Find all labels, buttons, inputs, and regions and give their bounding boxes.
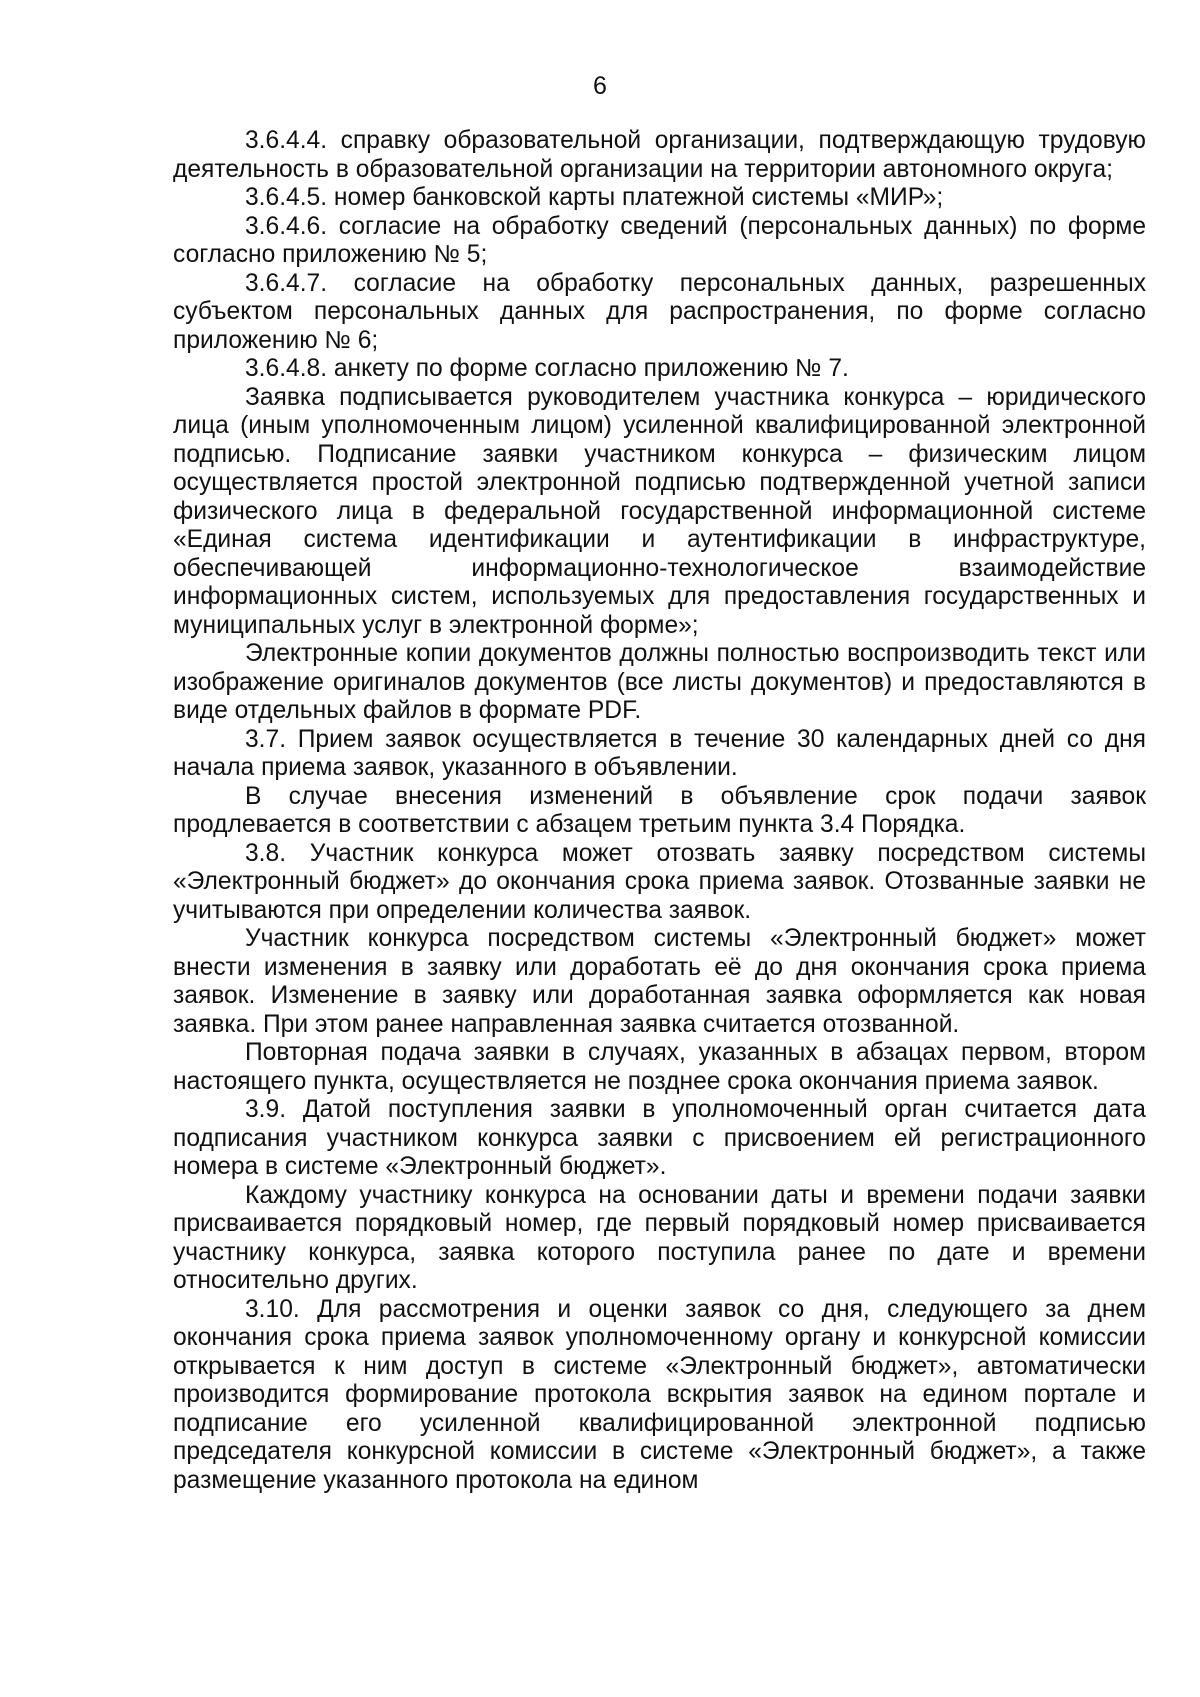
paragraph-3-9: 3.9. Датой поступления заявки в уполномоченный орган считается дата подписания участником конкурса заявки с присвоением ей регистрационного номера в системе «Электронный бюджет».: [173, 1096, 1146, 1180]
paragraph-3-8-amendments: Участник конкурса посредством системы «Электронный бюджет» может внести изменения в заявку или доработать её до дня окончания срока приема заявок. Изменение в заявку или доработанная заявка оформляется как новая заявка. При этом ранее направленная заявка считается отозванной.: [173, 925, 1146, 1038]
paragraph-electronic-copies: Электронные копии документов должны полностью воспроизводить текст или изображение оригиналов документов (все листы документов) и предоставляются в виде отдельных файлов в формате PDF.: [173, 640, 1146, 724]
paragraph-signing: Заявка подписывается руководителем участника конкурса – юридического лица (иным уполномоченным лицом) усиленной квалифицированной электронной подписью. Подписание заявки участником конкурса – физическим лицом осуществляется простой электронной подписью подтвержденной учетной записи физического лица в федеральной государственной информационной системе «Единая система идентификации и аутентификации в инфраструктуре, обеспечивающей информационно-технологическое взаимодействие информационных систем, используемых для предоставления государственных и муниципальных услуг в электронной форме»;: [173, 383, 1146, 639]
paragraph-3-6-4-4: 3.6.4.4. справку образовательной организации, подтверждающую трудовую деятельность в образовательной организации на территории автономного округа;: [173, 127, 1146, 183]
paragraph-3-7: 3.7. Прием заявок осуществляется в течение 30 календарных дней со дня начала приема заявок, указанного в объявлении.: [173, 725, 1146, 781]
paragraph-3-8: 3.8. Участник конкурса может отозвать заявку посредством системы «Электронный бюджет» до окончания срока приема заявок. Отозванные заявки не учитываются при определении количества заявок.: [173, 839, 1146, 924]
paragraph-3-6-4-7: 3.6.4.7. согласие на обработку персональных данных, разрешенных субъектом персональных данных для распространения, по форме согласно приложению № 6;: [173, 269, 1146, 354]
paragraph-3-8-resubmission: Повторная подача заявки в случаях, указанных в абзацах первом, втором настоящего пункта, осуществляется не позднее срока окончания приема заявок.: [173, 1039, 1146, 1095]
page-number: 6: [593, 72, 607, 100]
paragraph-3-7-changes: В случае внесения изменений в объявление срок подачи заявок продлевается в соответствии с абзацем третьим пункта 3.4 Порядка.: [173, 782, 1146, 838]
paragraph-3-6-4-6: 3.6.4.6. согласие на обработку сведений (персональных данных) по форме согласно приложению № 5;: [173, 212, 1146, 268]
paragraph-3-10: 3.10. Для рассмотрения и оценки заявок со дня, следующего за днем окончания срока приема заявок уполномоченному органу и конкурсной комиссии открывается к ним доступ в системе «Электронный бюджет», автоматически производится формирование протокола вскрытия заявок на едином портале и подписание его усиленной квалифицированной электронной подписью председателя конкурсной комиссии в системе «Электронный бюджет», а также размещение указанного протокола на едином: [173, 1295, 1146, 1494]
paragraph-3-6-4-5: 3.6.4.5. номер банковской карты платежной системы «МИР»;: [245, 184, 944, 211]
paragraph-3-9-ordering: Каждому участнику конкурса на основании даты и времени подачи заявки присваивается порядковый номер, где первый порядковый номер присваивается участнику конкурса, заявка которого поступила ранее по дате и времени относительно других.: [173, 1181, 1146, 1294]
paragraph-3-6-4-8: 3.6.4.8. анкету по форме согласно приложению № 7.: [245, 355, 849, 382]
document-body: [173, 127, 1146, 1495]
